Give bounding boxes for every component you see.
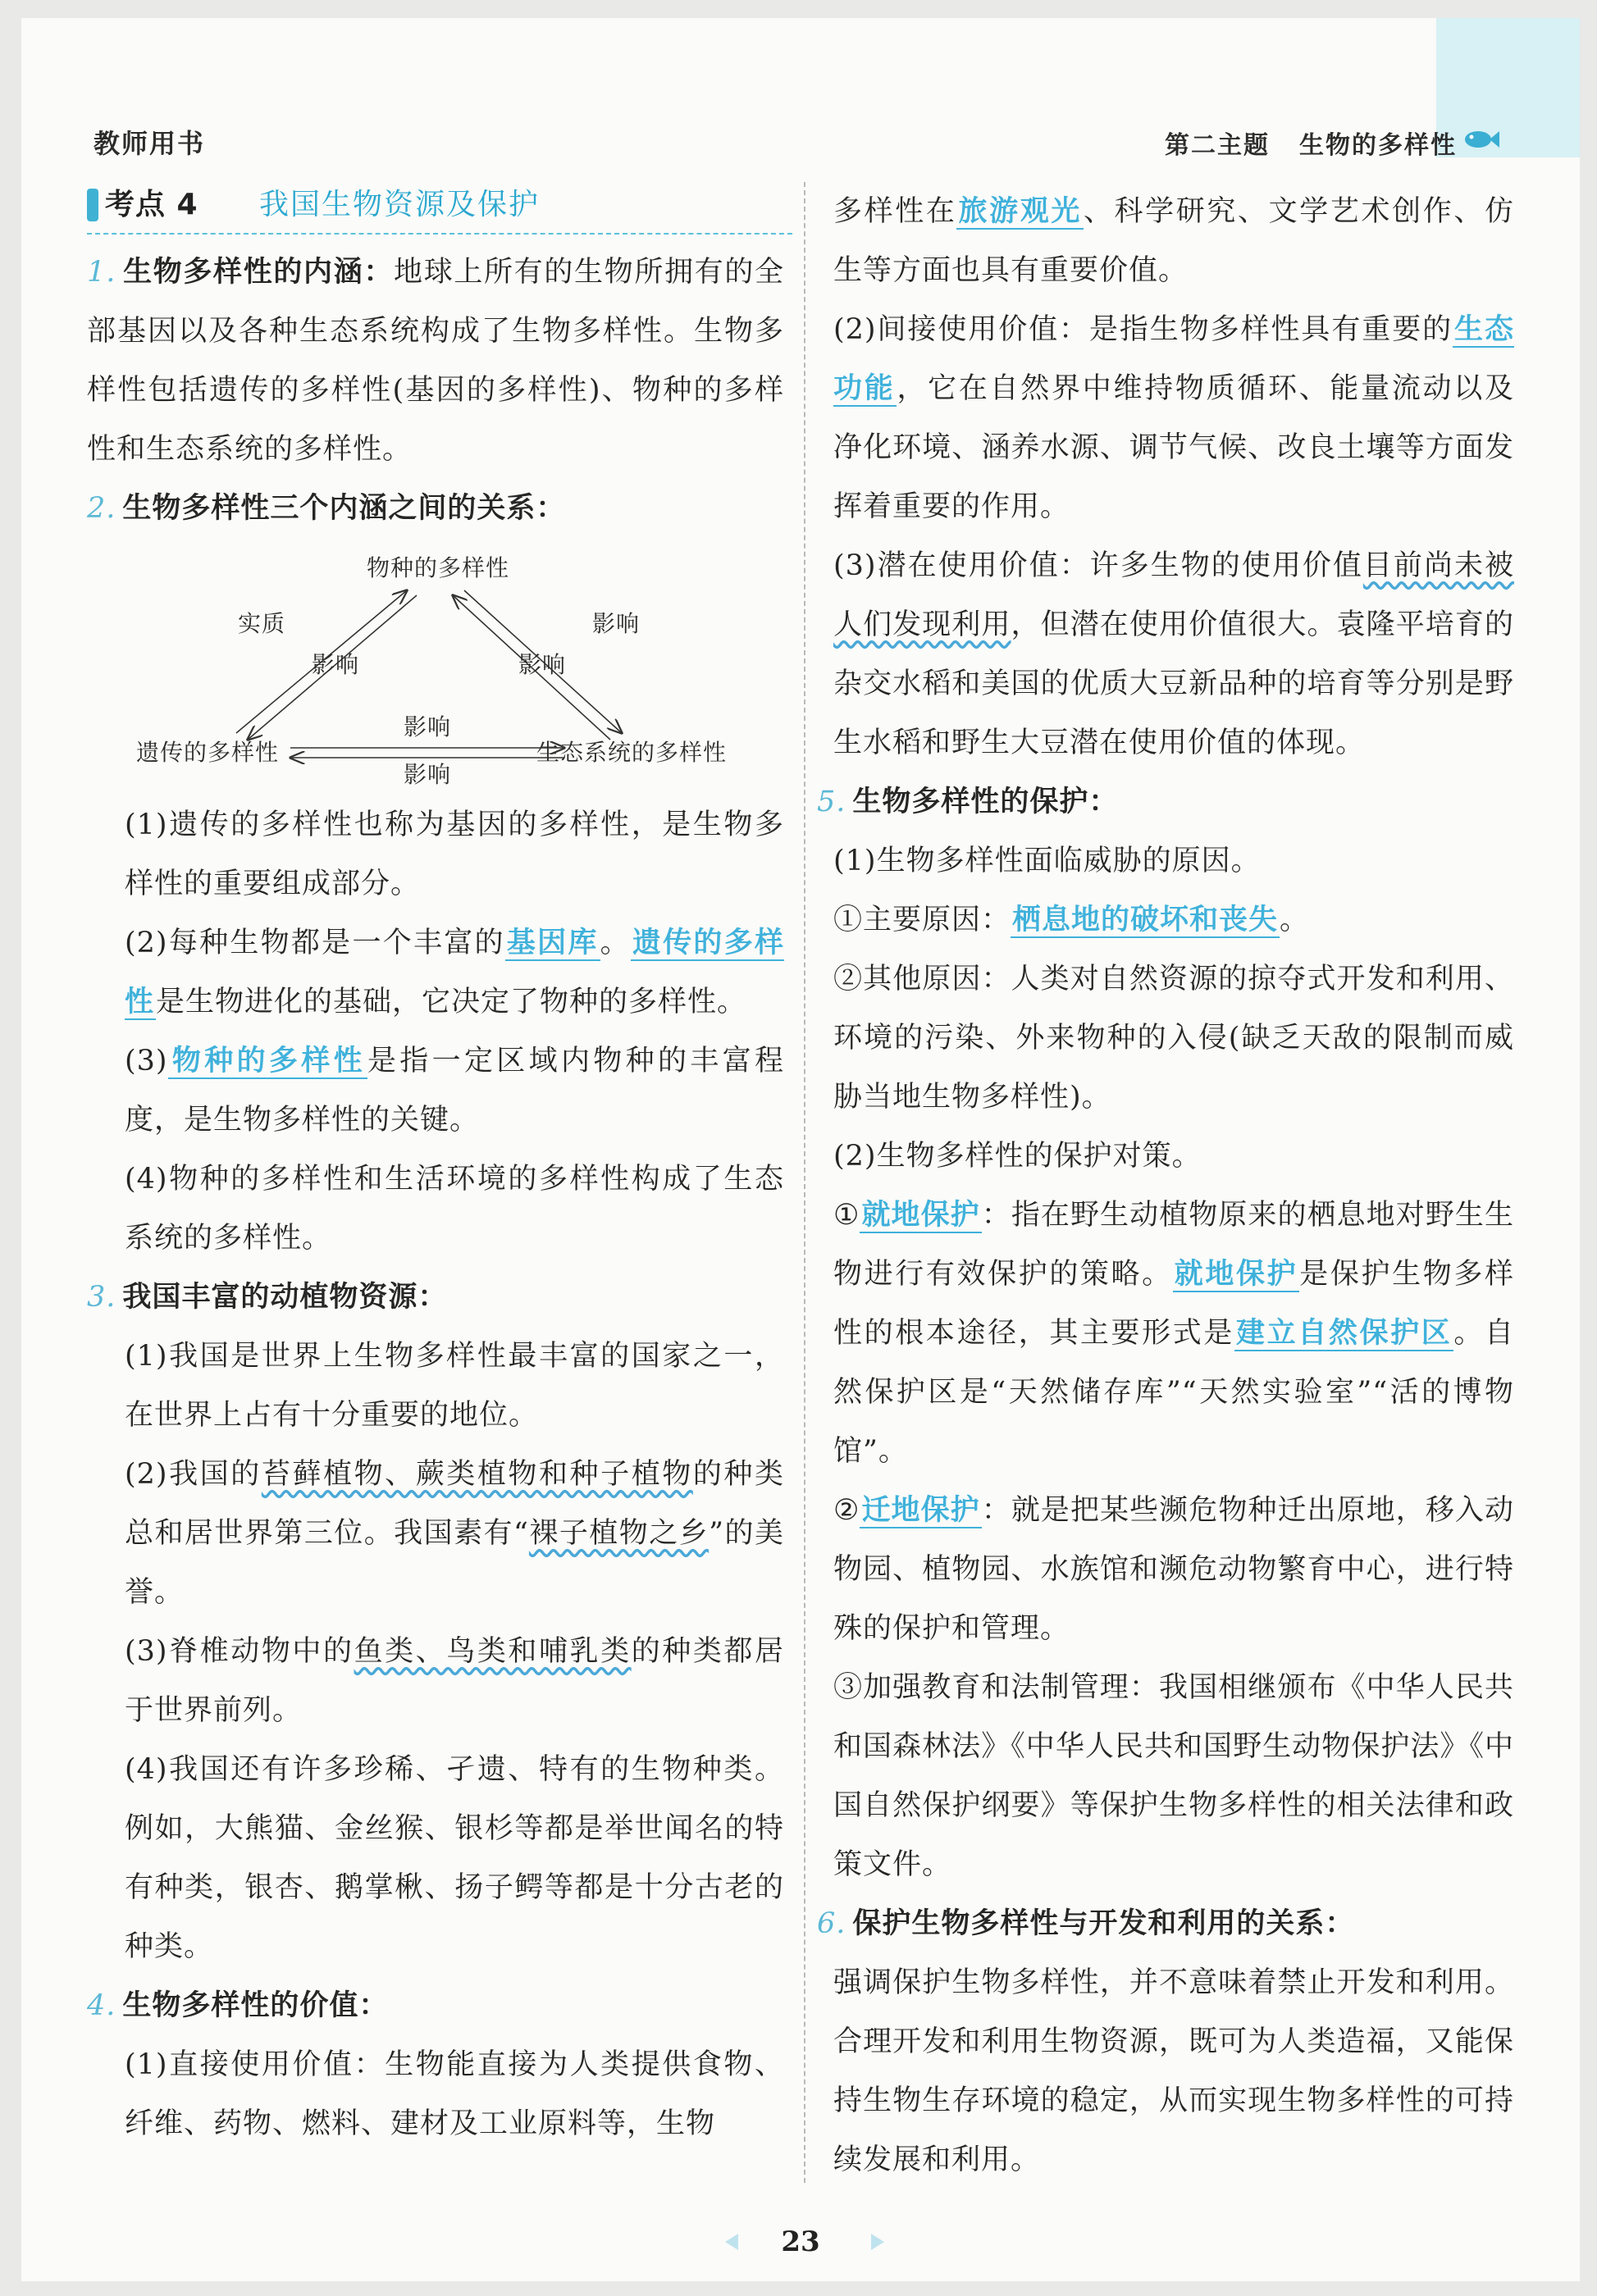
answer-tourism: 旅游观光 xyxy=(958,195,1082,228)
section-2-para-3 xyxy=(87,1032,784,1150)
kaodian-title xyxy=(87,182,792,235)
answer-genetic-diversity: 遗传的多样性 xyxy=(125,927,784,1018)
answer-habitat-loss: 栖息地的破坏和丧失 xyxy=(1012,904,1279,936)
header-chapter xyxy=(1165,125,1457,161)
left-column xyxy=(87,182,784,2153)
section-2-para-2 xyxy=(87,913,784,1032)
section-3-para-2 xyxy=(87,1445,784,1622)
right-column xyxy=(817,182,1514,2189)
diagram-label-influence-3: 影响 xyxy=(518,651,567,678)
wavy-plants: 苔藓植物、蕨类植物和种子植物 xyxy=(261,1458,693,1491)
diagram-node-species: 物种的多样性 xyxy=(366,554,510,581)
section-5-title: 生物多样性的保护： xyxy=(852,786,1119,818)
section-6-heading xyxy=(817,1894,1514,1953)
answer-gene-pool: 基因库 xyxy=(506,927,599,959)
text-span: (3)脊椎动物中的 xyxy=(125,1635,354,1668)
text-span: 。 xyxy=(600,927,631,959)
page-next-arrow xyxy=(871,2234,884,2250)
section-5-para-7: ③加强教育和法制管理：我国相继颁布《中华人民共和国森林法》《中华人民共和国野生动物保护法》《中国自然保护纲要》等保护生物多样性的相关法律和政策文件。 xyxy=(833,1671,1514,1881)
text-span: 是指一定区域内物种的丰富程度，是生物多样性的关键。 xyxy=(125,1045,784,1137)
wavy-vertebrates: 鱼类、鸟类和哺乳类 xyxy=(354,1635,632,1668)
section-5-para-2 xyxy=(833,891,1514,950)
section-3-para-1: (1)我国是世界上生物多样性最丰富的国家之一，在世界上占有十分重要的地位。 xyxy=(125,1340,784,1432)
wavy-not-yet-discovered: 目前尚未被人们发现利用 xyxy=(833,549,1514,641)
section-2-number: 2. xyxy=(87,492,116,525)
section-1-title: 生物多样性的内涵： xyxy=(122,256,395,289)
section-6-para-1: 强调保护生物多样性，并不意味着禁止开发和利用。合理开发和利用生物资源，既可为人类造福，又能保持生物生存环境的稳定，从而实现生物多样性的可持续发展和利用。 xyxy=(833,1966,1514,2176)
text-span: ，它在自然界中维持物质循环、能量流动以及净化环境、涵养水源、调节气候、改良土壤等方面发挥着重要的作用。 xyxy=(833,372,1514,523)
answer-ex-situ: 迁地保护 xyxy=(861,1494,980,1527)
section-6-title: 保护生物多样性与开发和利用的关系： xyxy=(852,1907,1355,1940)
diagram-label-influence-5: 影响 xyxy=(403,761,452,788)
column-divider xyxy=(804,182,805,2183)
answer-in-situ-1: 就地保护 xyxy=(861,1199,980,1232)
text-span: ② xyxy=(833,1494,860,1527)
relationship-diagram xyxy=(136,543,727,789)
diagram-node-genetic: 遗传的多样性 xyxy=(136,739,280,766)
section-4-para-1: (1)直接使用价值：生物能直接为人类提供食物、纤维、药物、燃料、建材及工业原料等，生物 xyxy=(125,2048,784,2140)
text-span: (2)我国的 xyxy=(125,1458,262,1491)
header-title: 生物的多样性 xyxy=(1299,131,1457,160)
section-5-para-3: ②其他原因：人类对自然资源的掠夺式开发和利用、环境的污染、外来物种的入侵(缺乏天敌的限制而威胁当地生物多样性)。 xyxy=(833,963,1514,1114)
section-1 xyxy=(87,243,784,479)
page-number: 23 xyxy=(781,2225,820,2258)
header-topic: 第二主题 xyxy=(1165,131,1270,160)
section-1-text: 地球上所有的生物所拥有的全部基因以及各种生态系统构成了生物多样性。生物多样性包括遗传的多样性(基因的多样性)、物种的多样性和生态系统的多样性。 xyxy=(87,256,784,466)
section-5-para-1: (1)生物多样性面临威胁的原因。 xyxy=(833,845,1261,877)
text-span: 的种类都居于世界前列。 xyxy=(125,1635,784,1727)
text-span: ”的美誉。 xyxy=(125,1517,784,1609)
right-para-1 xyxy=(833,182,1514,300)
text-span: (2)间接使用价值：是指生物多样性具有重要的 xyxy=(833,313,1453,346)
diagram-label-influence-1: 影响 xyxy=(312,651,360,678)
answer-nature-reserve: 建立自然保护区 xyxy=(1236,1317,1453,1350)
diagram-label-influence-4: 影响 xyxy=(403,713,452,740)
section-5-heading xyxy=(817,772,1514,831)
right-para-3 xyxy=(833,536,1514,772)
diagram-label-essence: 实质 xyxy=(238,610,286,637)
text-span: (3) xyxy=(125,1045,168,1077)
page xyxy=(21,18,1580,2281)
text-span: 、科学研究、文学艺术创作、仿生等方面也具有重要价值。 xyxy=(833,195,1514,287)
section-3-number: 3. xyxy=(87,1281,116,1314)
section-1-number: 1. xyxy=(87,256,116,289)
section-3-para-4: (4)我国还有许多珍稀、孑遗、特有的生物种类。例如，大熊猫、金丝猴、银杉等都是举世闻名的特有种类，银杏、鹅掌楸、扬子鳄等都是十分古老的种类。 xyxy=(125,1753,784,1963)
answer-species-diversity: 物种的多样性 xyxy=(169,1045,366,1077)
corner-tab xyxy=(1436,18,1580,157)
text-span: 多样性在 xyxy=(833,195,957,228)
kaodian-label: 考点 4 xyxy=(105,188,198,221)
text-span: ，但潜在使用价值很大。袁隆平培育的杂交水稻和美国的优质大豆新品种的培育等分别是野生水稻和野生大豆潜在使用价值的体现。 xyxy=(833,608,1514,759)
section-6-number: 6. xyxy=(817,1907,846,1940)
text-span: (3)潜在使用价值：许多生物的使用价值 xyxy=(833,549,1363,582)
section-1-heading xyxy=(87,256,394,289)
fish-icon xyxy=(1462,128,1499,151)
text-span: 。 xyxy=(1280,904,1310,936)
section-2-title: 生物多样性三个内涵之间的关系： xyxy=(122,492,566,525)
section-5-number: 5. xyxy=(817,786,846,818)
text-span: 是生物进化的基础，它决定了物种的多样性。 xyxy=(156,986,747,1018)
text-span: 是保护生物多样性的根本途径，其主要形式是 xyxy=(833,1258,1514,1350)
section-5-para-6 xyxy=(833,1481,1514,1658)
text-span: 的种类总和居世界第三位。我国素有“ xyxy=(125,1458,784,1550)
text-span: ：指在野生动植物原来的栖息地对野生生物进行有效保护的策略。 xyxy=(833,1199,1514,1291)
section-3-para-3 xyxy=(87,1622,784,1740)
right-para-2 xyxy=(833,300,1514,536)
section-5-para-4: (2)生物多样性的保护对策。 xyxy=(833,1140,1202,1173)
text-span: 。自然保护区是“天然储存库”“天然实验室”“活的博物馆”。 xyxy=(833,1317,1514,1468)
answer-ecological-function: 生态功能 xyxy=(833,313,1514,405)
section-3-title: 我国丰富的动植物资源： xyxy=(122,1281,448,1314)
section-4-heading xyxy=(87,1976,784,2035)
answer-in-situ-2: 就地保护 xyxy=(1174,1258,1298,1291)
kaodian-bar xyxy=(87,189,98,221)
section-2-para-4: (4)物种的多样性和生活环境的多样性构成了生态系统的多样性。 xyxy=(125,1163,784,1255)
section-4-number: 4. xyxy=(87,1989,116,2022)
section-5-para-5 xyxy=(833,1186,1514,1481)
text-span: ①主要原因： xyxy=(833,904,1011,936)
diagram-node-ecosystem: 生态系统的多样性 xyxy=(536,739,727,766)
section-2-heading xyxy=(87,479,784,538)
wavy-gymnosperm-home: 裸子植物之乡 xyxy=(528,1517,710,1550)
section-2-para-1: (1)遗传的多样性也称为基因的多样性，是生物多样性的重要组成部分。 xyxy=(125,809,784,900)
text-span: (2)每种生物都是一个丰富的 xyxy=(125,927,505,959)
section-4-title: 生物多样性的价值： xyxy=(122,1989,389,2022)
header-book-type: 教师用书 xyxy=(94,128,206,159)
section-3-heading xyxy=(87,1268,784,1327)
diagram-label-influence-2: 影响 xyxy=(592,610,641,637)
kaodian-heading: 我国生物资源及保护 xyxy=(259,188,541,221)
text-span: ：就是把某些濒危物种迁出原地，移入动物园、植物园、水族馆和濒危动物繁育中心，进行特殊的保护和管理。 xyxy=(833,1494,1514,1645)
text-span: ① xyxy=(833,1199,860,1232)
